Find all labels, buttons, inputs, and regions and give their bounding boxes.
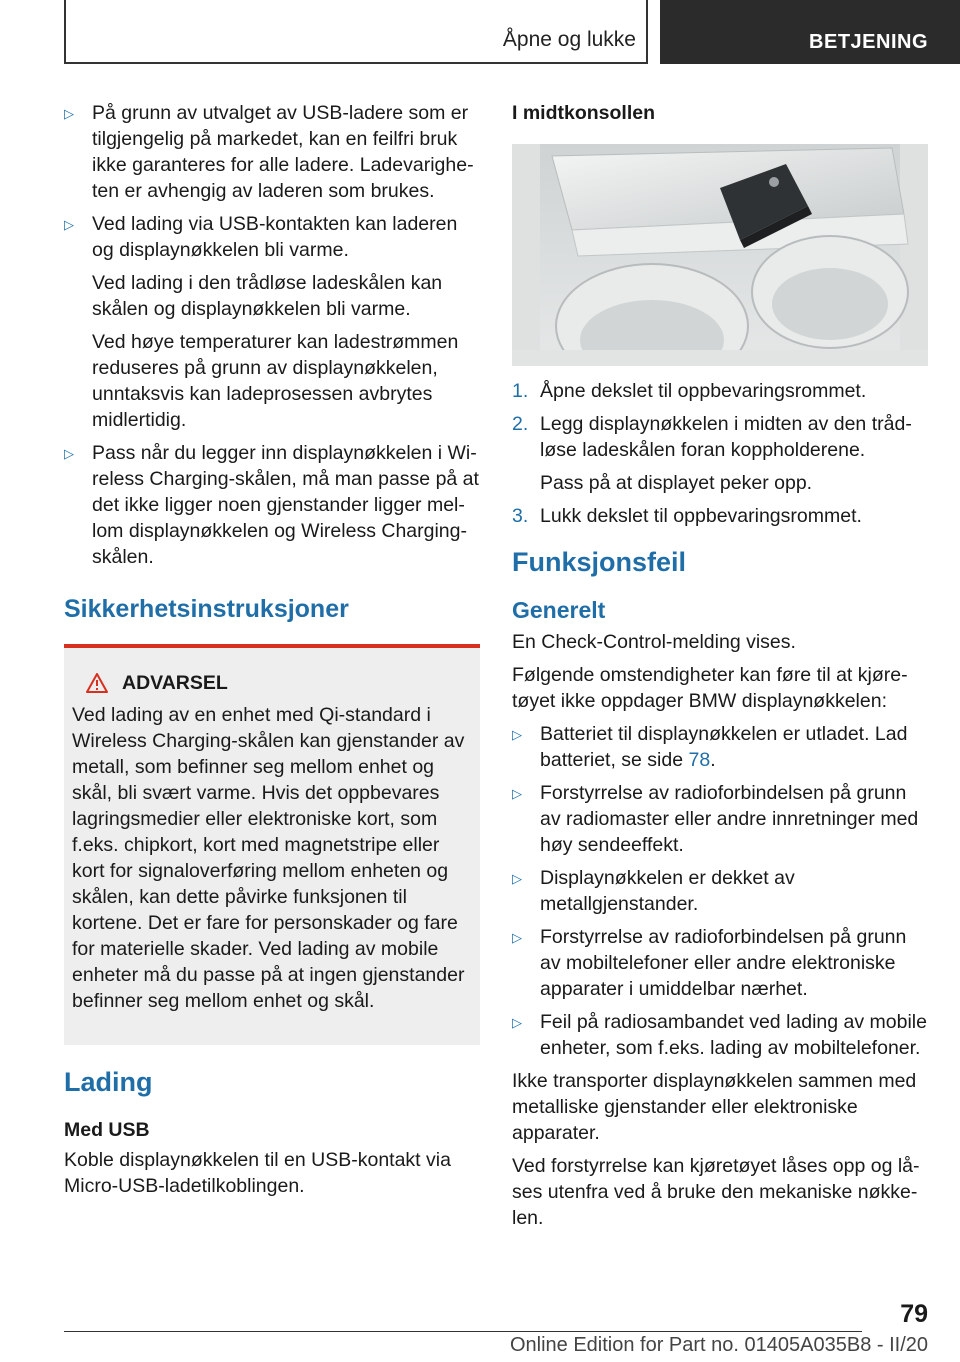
step-text: Lukk dekslet til oppbevaringsrommet. <box>540 505 862 527</box>
warning-text: Ved lading av en enhet med Qi-standard i Wireless Charging-skålen kan gjenstander av metall, som befinner seg mellom enhet og skål, bli svært varme. Hvis det oppbevares lagringsmedier eller elektroniske kort, som f.eks. chipkort, kort med magnetstripe eller kort for signaloverføring mellom enheten og skålen, kan dette påvirke funksjonen til kortene. Det er fare for personskader og fare for materielle skader. Ved lading av mobile enheter må du passe på at ingen gjenstander befinner seg mellom enhet og skål. <box>72 704 465 1012</box>
general-text-1: En Check-Control-melding vises. <box>512 631 796 653</box>
list-item-text: På grunn av utvalget av USB-ladere som er tilgjengelig på markedet, kan en feilfri bruk ikke garanteres for alle ladere. Ladevarigheten er avhengig av laderen som brukes. <box>92 102 474 202</box>
step-number: 1. <box>512 380 529 402</box>
header-title: Åpne og lukke <box>502 28 636 51</box>
warning-box <box>64 644 480 1045</box>
closing-text-1: Ikke transporter displaynøkkelen sammen med metalliske gjenstander eller elektroniske apparater. <box>512 1070 917 1144</box>
step-text: Åpne dekslet til oppbevaringsrommet. <box>540 380 867 402</box>
list-item <box>64 440 480 570</box>
triangle-bullet-icon: ▷ <box>512 786 522 801</box>
list-item-text: Ved lading i den trådløse ladeskålen kan skålen og displaynøkkelen bli varme. <box>92 272 443 320</box>
closing-text-2: Ved forstyrrelse kan kjøretøyet låses opp og låses utenfra ved å bruke den mekaniske nøkkelen. <box>512 1155 920 1229</box>
console-heading: I midtkonsollen <box>512 102 656 124</box>
warning-title: ADVARSEL <box>122 672 228 694</box>
step-item <box>512 503 928 529</box>
triangle-bullet-icon: ▷ <box>512 871 522 886</box>
intro-bullet-list <box>64 100 480 570</box>
header-title-box <box>64 0 648 64</box>
page-number: 79 <box>900 1300 928 1328</box>
console-photo <box>512 144 928 366</box>
list-item-text: Feil på radiosambandet ved lading av mobile enheter, som f.eks. lading av mobiltelefoner. <box>540 1011 927 1059</box>
list-item-text: Forstyrrelse av radioforbindelsen på grunn av mobiltelefoner eller andre elektroniske apparater i umiddelbar nærhet. <box>540 926 907 1000</box>
header-section-tab <box>660 0 960 64</box>
list-item-text: Displaynøkkelen er dekket av metallgjenstander. <box>540 867 795 915</box>
triangle-bullet-icon: ▷ <box>64 106 74 121</box>
step-text: Legg displaynøkkelen i midten av den trådløse ladeskålen foran koppholderene. <box>540 413 912 461</box>
usb-text: Koble displaynøkkelen til en USB-kontakt via Micro-USB-ladetilkoblingen. <box>64 1149 451 1197</box>
list-item <box>512 780 928 858</box>
step-number: 3. <box>512 505 529 527</box>
safety-heading: Sikkerhetsinstruksjoner <box>64 595 349 623</box>
list-item-text: Ved høye temperaturer kan ladestrømmen reduseres på grunn av displaynøkkelen, unntaksvis kan ladeprosessen avbrytes midlertidig. <box>92 331 459 431</box>
fault-bullet-list <box>512 721 928 1061</box>
triangle-bullet-icon: ▷ <box>512 1015 522 1030</box>
lading-heading: Lading <box>64 1067 153 1097</box>
left-column <box>64 100 480 1206</box>
list-item-text <box>540 721 928 773</box>
step-number: 2. <box>512 413 529 435</box>
triangle-bullet-icon: ▷ <box>512 727 522 742</box>
general-text-2: Følgende omstendigheter kan føre til at kjøretøyet ikke oppdager BMW displaynøkkelen: <box>512 664 908 712</box>
header-section-label: BETJENING <box>809 31 928 53</box>
footer-edition: Online Edition for Part no. 01405A035B8 - II/20 <box>509 1334 928 1356</box>
steps-list <box>512 378 928 529</box>
warning-header <box>86 670 474 696</box>
page-link[interactable]: 78 <box>688 749 711 771</box>
list-item <box>512 1009 928 1061</box>
step-item <box>512 378 928 404</box>
battery-text-end: . <box>710 749 716 771</box>
fault-heading: Funksjonsfeil <box>512 547 687 577</box>
battery-text: Batteriet til displaynøkkelen er utladet. Lad batteriet, se side <box>540 723 908 771</box>
triangle-bullet-icon: ▷ <box>512 930 522 945</box>
warning-triangle-icon <box>86 673 108 693</box>
list-item <box>64 211 480 433</box>
step-text: Pass på at displayet peker opp. <box>540 472 813 494</box>
triangle-bullet-icon: ▷ <box>64 217 74 232</box>
general-heading: Generelt <box>512 597 606 623</box>
triangle-bullet-icon: ▷ <box>64 446 74 461</box>
right-column <box>512 100 928 1238</box>
list-item <box>64 100 480 204</box>
usb-heading: Med USB <box>64 1119 150 1141</box>
list-item <box>512 865 928 917</box>
footer-divider <box>64 1331 862 1332</box>
list-item-text: Pass når du legger inn displaynøkkelen i Wireless Charging-skålen, må man passe på at det ikke ligger noen gjenstander ligger mellom displaynøkkelen og Wireless Charging-skålen. <box>92 442 479 568</box>
list-item <box>512 924 928 1002</box>
list-item <box>512 721 928 773</box>
step-item <box>512 411 928 496</box>
list-item-text: Forstyrrelse av radioforbindelsen på grunn av radiomaster eller andre innretninger med høy sendeeffekt. <box>540 782 919 856</box>
list-item-text: Ved lading via USB-kontakten kan laderen og displaynøkkelen bli varme. <box>92 213 458 261</box>
